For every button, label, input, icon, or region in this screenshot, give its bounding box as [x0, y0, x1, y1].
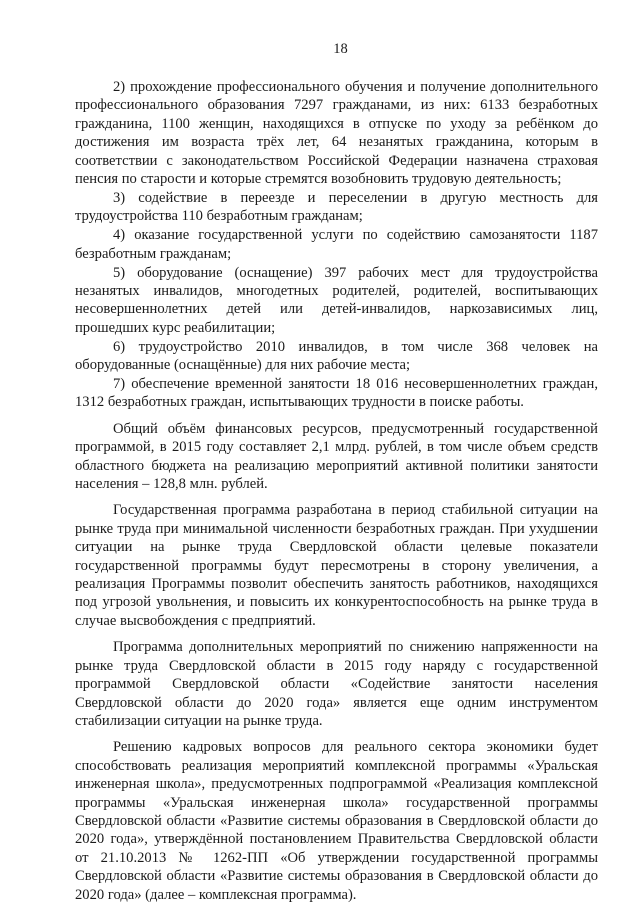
paragraph-temporary-employment: 7) обеспечение временной занятости 18 016 несовершеннолетних граждан, 1312 безработных граждан, испытывающих трудности в поиске работы. — [75, 376, 598, 411]
paragraph-relocation: 3) содействие в переезде и переселении в другую местность для трудоустройства 110 безработным гражданам; — [75, 189, 598, 225]
document-body — [75, 78, 598, 904]
paragraph-training: 2) прохождение профессионального обучения и получение дополнительного профессионального образования 7297 гражданами, из них: 6133 безработных гражданина, 1100 женщин, находящихся в отпуске по уходу за ребёнком до достижения им возраста трёх лет, 64 незанятых гражданина, которым в соответствии с законодательством Российской Федерации назначена страховая пенсия по старости и которые стремятся возобновить трудовую деятельность; — [75, 79, 598, 188]
paragraph-additional-measures: Программа дополнительных мероприятий по снижению напряженности на рынке труда Свердловской области в 2015 году наряду с государственной программой Свердловской области «Содействие занятости населения Свердловской области до 2020 года» является еще одним инструментом стабилизации ситуации на рынке труда. — [75, 639, 598, 729]
paragraph-disabled-employment: 6) трудоустройство 2010 инвалидов, в том числе 368 человек на оборудованные (оснащённые) для них рабочие места; — [75, 338, 598, 374]
paragraph-self-employment: 4) оказание государственной услуги по содействию самозанятости 1187 безработным гражданам; — [75, 227, 598, 262]
paragraph-program-development: Государственная программа разработана в период стабильной ситуации на рынке труда при минимальной численности безработных граждан. При ухудшении ситуации на рынке труда Свердловской области целевые показатели государственной программы будут пересмотрены в сторону увеличения, а реализация Программы позволит обеспечить занятость работников, находящихся под угрозой увольнения, и повысить их конкурентоспособность на рынке труда в случае высвобождения с предприятий. — [75, 502, 598, 629]
paragraph-engineering-school: Решению кадровых вопросов для реального сектора экономики будет способствовать реализация мероприятий комплексной программы «Уральская инженерная школа», предусмотренных подпрограммой «Реализация комплексной программы «Уральская инженерная школа» государственной программы Свердловской области «Развитие системы образования в Свердловской области до 2020 года», утверждённой постановлением Правительства Свердловской области от 21.10.2013 № 1262-ПП «Об утверждении государственной программы Свердловской области «Развитие системы образования в Свердловской области до 2020 года» (далее – комплексная программа). — [75, 739, 598, 903]
paragraph-workplaces: 5) оборудование (оснащение) 397 рабочих мест для трудоустройства незанятых инвалидов, многодетных родителей, родителей, воспитывающих несовершеннолетних детей или детей-инвалидов, наркозависимых лиц, прошедших курс реабилитации; — [75, 264, 598, 336]
paragraph-financing: Общий объём финансовых ресурсов, предусмотренный государственной программой, в 2015 году составляет 2,1 млрд. рублей, в том числе объем средств областного бюджета на реализацию мероприятий активной политики занятости населения – 128,8 млн. рублей. — [75, 420, 598, 493]
page-number: 18 — [333, 41, 348, 57]
